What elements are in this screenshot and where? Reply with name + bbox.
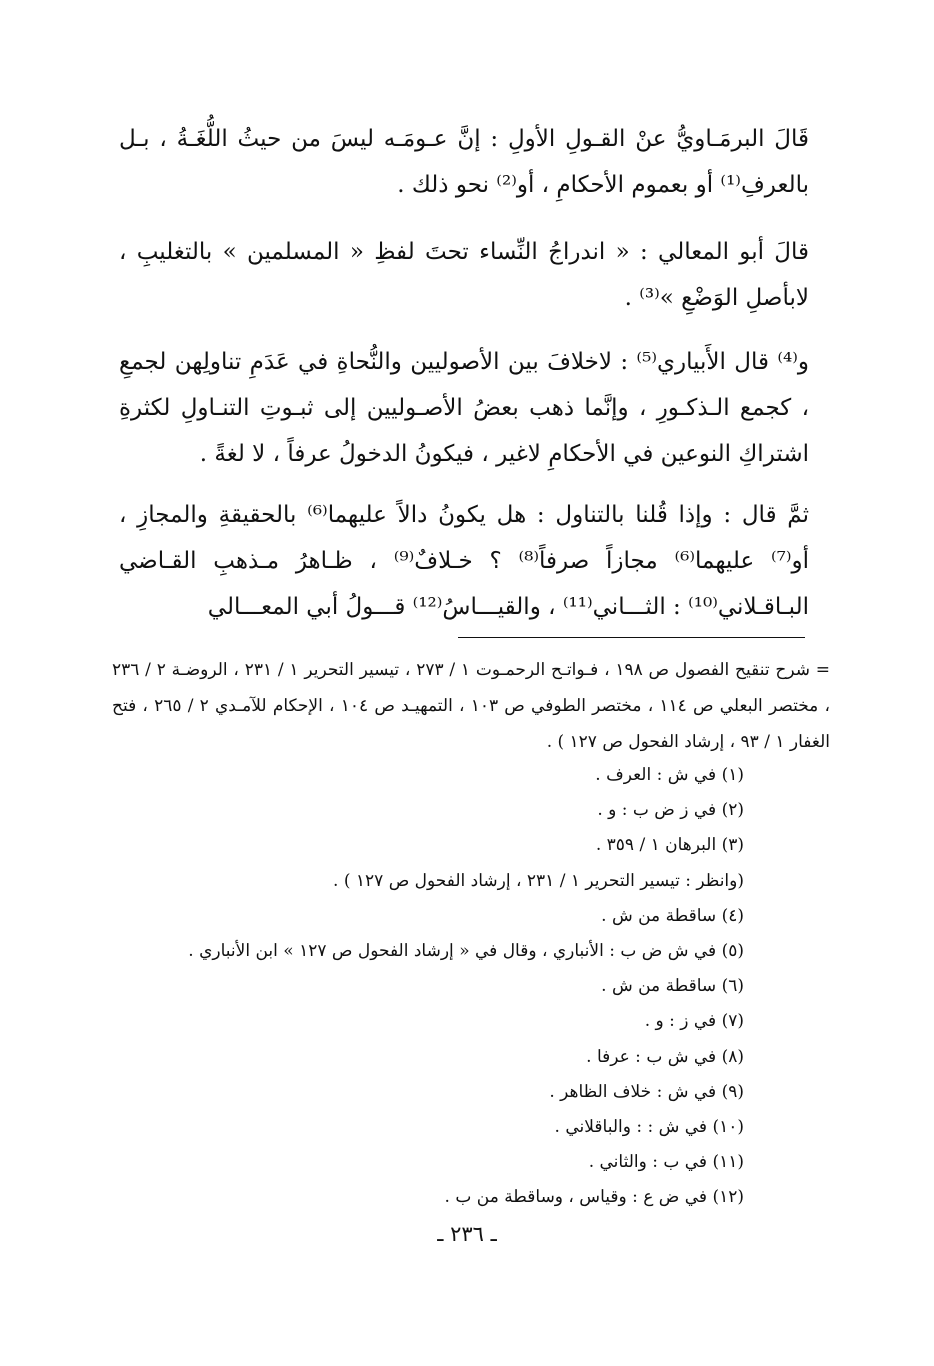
footnote-item: (١) في ش : العرف . [595,765,744,785]
footnote-item: (١١) في ب : والثاني . [588,1152,744,1173]
footnote-item: (١٢) في ض ع : وقياس ، وساقطة من ب . [444,1187,744,1208]
main-paragraph: ثمَّ قال : وإذا قُلنا بالتناول : هل يكونُ دالاً عليهما⁽⁶⁾ بالحقيقةِ والمجازِ ، أو⁽⁷⁾ عليهما⁽⁶⁾ مجازاً صرفاً⁽⁸⁾ ؟ خـلافٌ⁽⁹⁾ ، ظـاهرُ مـذهبِ القـاضي البـاقـلاني⁽¹⁰⁾ : الثـــاني⁽¹¹⁾ ، والقيـــاسُ⁽¹²⁾ قـــولُ أبي المعـــالي [119,502,810,620]
footnote-list [124,758,744,1215]
footnote-divider [458,637,805,638]
main-paragraph: و⁽⁴⁾ قال الأَبياري⁽⁵⁾ : لاخلافَ بين الأصوليين والنُّحاةِ في عَدَمِ تناولِهن لجمعِ ، كجمع الـذكـورِ ، وإنَّما ذهب بعضُ الأصـوليين إلى ثبـوتِ التنـاولِ لكثرةِ اشتراكِ النوعين في الأحكامِ لاغير ، فيكونُ الدخولُ عرفاً ، لا لغةً . [119,349,809,467]
main-paragraph: قالَ أبو المعالي : « اندراجُ النِّساء تحتَ لفظِ « المسلمين » بالتغليبِ ، لابأصلِ الوَضْعِ »⁽³⁾ . [119,239,809,311]
footnote-continuation: = شرح تنقيح الفصول ص ١٩٨ ، فـواتـح الرحمـوت ١ / ٢٧٣ ، تيسير التحرير ١ / ٢٣١ ، الروضـة ٢ / ٢٣٦ ، مختصر البعلي ص ١١٤ ، مختصر الطوفي ص ١٠٣ ، التمهيـد ص ١٠٤ ، الإحكام للآمـدي ٢ / ٢٦٥ ، فتح الغفار ١ / ٩٣ ، إرشاد الفحول ص ١٢٧ ) . [112,660,830,752]
page-number: ـ ٢٣٦ ـ [437,1222,497,1246]
footnote-item: (٨) في ش ب : عرفا . [586,1046,744,1067]
main-paragraph: قَالَ البرمَـاويُّ عنْ القـولِ الأولِ : إنَّ عـومَـه ليسَ من حيثُ اللُّغَـةُ ، بـل بالعرفِ⁽¹⁾ أو بعموم الأحكامِ ، أو⁽²⁾ نحو ذلك . [119,126,809,198]
footnote-item: (٦) ساقطة من ش . [601,976,744,997]
footnote-item: (٧) في ز : و . [644,1011,744,1032]
footnote-item: (٢) في ز ض ب : و . [597,800,744,821]
footnote-item: (٩) في ش : خلاف الظاهر . [549,1081,744,1102]
footnote-item: (٥) في ش ض ب : الأنباري ، وقال في « إرشاد الفحول ص ١٢٧ » ابن الأنباري . [188,940,744,961]
footnote-item: (٣) البرهان ١ / ٣٥٩ . [595,835,744,856]
footnote-item: (٤) ساقطة من ش . [601,905,744,926]
footnote-item: (١٠) في ش : : والباقلاني . [554,1116,744,1137]
footnote-item: (وانظر : تيسير التحرير ١ / ٢٣١ ، إرشاد الفحول ص ١٢٧ ) . [333,870,744,891]
